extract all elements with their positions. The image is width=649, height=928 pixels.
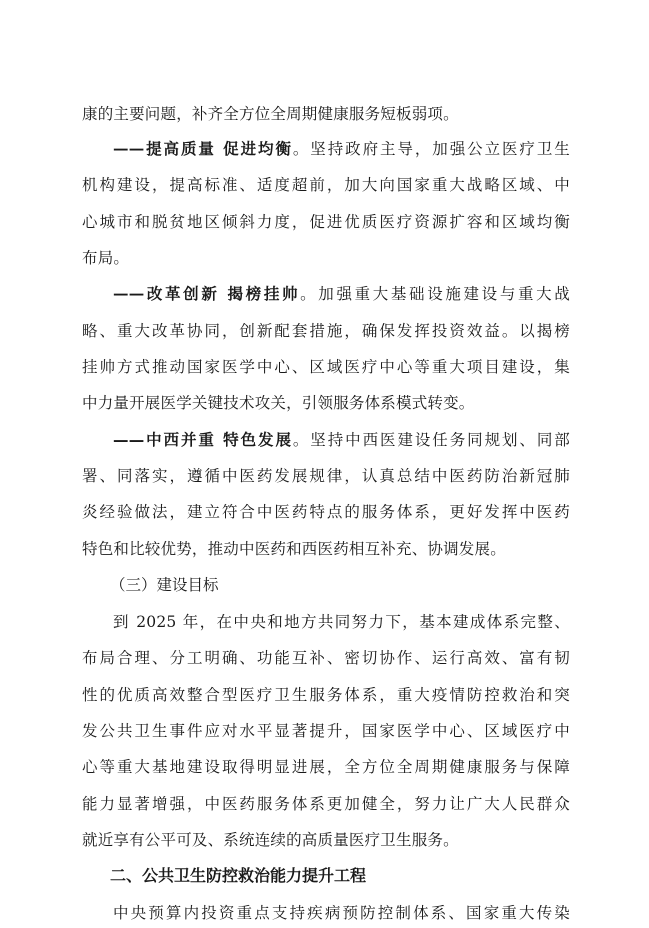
paragraph-line: 到 2025 年，在中央和地方共同努力下，基本建成体系完整、 (113, 613, 570, 631)
paragraph-line: 机构建设，提高标准、适度超前，加大向国家重大战略区域、中 (82, 176, 570, 194)
paragraph-line: 中央预算内投资重点支持疾病预防控制体系、国家重大传染 (113, 904, 570, 922)
paragraph-line: 炎经验做法，建立符合中医药特点的服务体系，更好发挥中医药 (82, 503, 570, 521)
paragraph-text: 。加强重大基础设施建设与重大战 (300, 285, 570, 303)
paragraph-line: 署、同落实，遵循中医药发展规律，认真总结中医药防治新冠肺 (82, 467, 570, 485)
paragraph-line: 性的优质高效整合型医疗卫生服务体系，重大疫情防控救治和突 (82, 686, 570, 704)
paragraph-line: 康的主要问题，补齐全方位全周期健康服务短板弱项。 (82, 105, 459, 123)
paragraph-line: 略、重大改革协同，创新配套措施，确保发挥投资效益。以揭榜 (82, 322, 570, 340)
paragraph-line (82, 138, 570, 160)
paragraph-line: 布局合理、分工明确、功能互补、密切协作、运行高效、富有韧 (82, 649, 570, 667)
paragraph-text: 。坚持中西医建设任务同规划、同部 (292, 431, 570, 449)
paragraph-text: 。坚持政府主导，加强公立医疗卫生 (292, 140, 570, 158)
bold-lead-phrase: ——中西并重 特色发展 (113, 431, 293, 449)
paragraph-line (82, 429, 570, 451)
paragraph-line: 发公共卫生事件应对水平显著提升，国家医学中心、区域医疗中 (82, 722, 570, 740)
paragraph-line: 心城市和脱贫地区倾斜力度，促进优质医疗资源扩容和区域均衡 (82, 213, 570, 231)
paragraph-line: 布局。 (82, 249, 130, 267)
bold-lead-phrase: ——改革创新 揭榜挂帅 (113, 284, 301, 303)
paragraph-line: 就近享有公平可及、系统连续的高质量医疗卫生服务。 (82, 831, 459, 849)
paragraph-line: 挂帅方式推动国家医学中心、区域医疗中心等重大项目建设，集 (82, 358, 570, 376)
paragraph-line: 能力显著增强，中医药服务体系更加健全，努力让广大人民群众 (82, 795, 570, 813)
paragraph-line: 特色和比较优势，推动中医药和西医药相互补充、协调发展。 (82, 540, 506, 558)
paragraph-line (82, 283, 570, 305)
chapter-heading: 二、公共卫生防控救治能力提升工程 (110, 866, 367, 885)
paragraph-line: 中力量开展医学关键技术攻关，引领服务体系模式转变。 (82, 394, 475, 412)
section-heading: （三）建设目标 (110, 576, 219, 594)
bold-lead-phrase: ——提高质量 促进均衡 (113, 139, 293, 158)
paragraph-line: 心等重大基地建设取得明显进展，全方位全周期健康服务与保障 (82, 758, 570, 776)
